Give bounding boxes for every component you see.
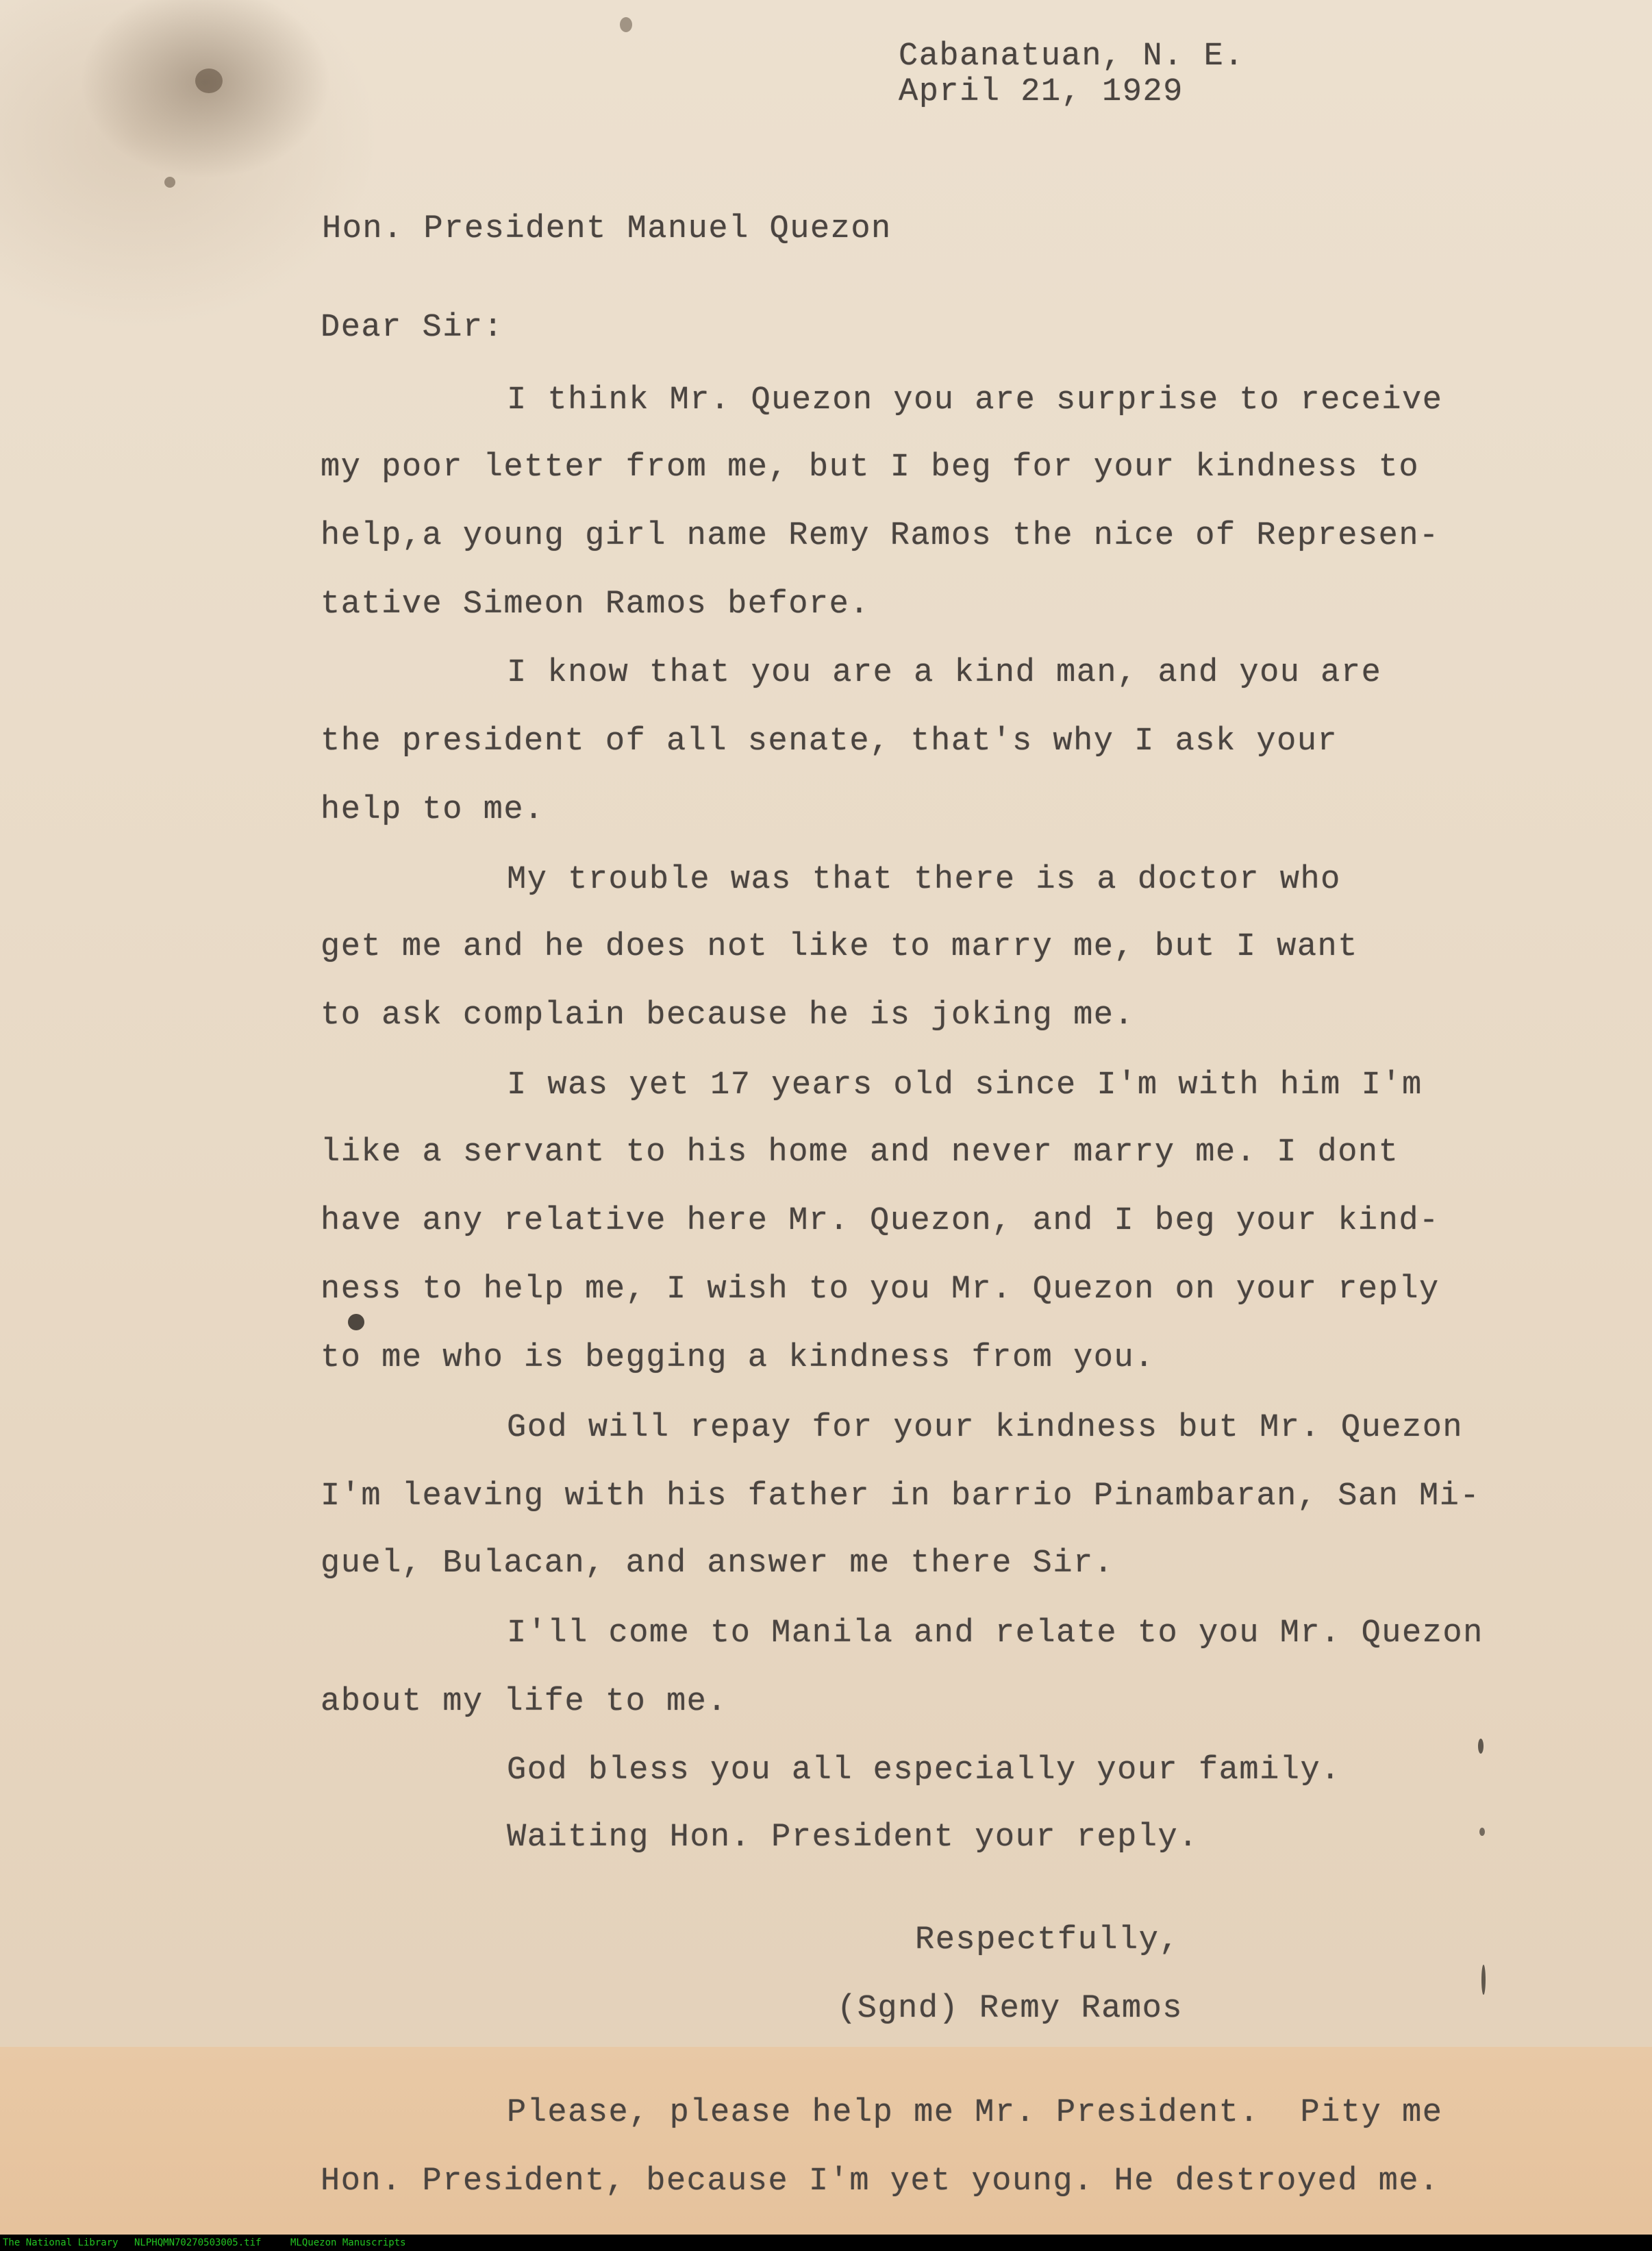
- body-line: help to me.: [321, 792, 545, 828]
- body-line: like a servant to his home and never marry me. I dont: [321, 1134, 1399, 1171]
- ink-stain: [620, 17, 632, 32]
- ink-stain: [1479, 1828, 1485, 1836]
- body-line: my poor letter from me, but I beg for your kindness to: [321, 449, 1420, 486]
- body-line: guel, Bulacan, and answer me there Sir.: [321, 1545, 1114, 1582]
- body-line: God bless you all especially your family.: [507, 1752, 1341, 1789]
- body-line: Waiting Hon. President your reply.: [507, 1819, 1199, 1856]
- body-line: help,a young girl name Remy Ramos the nice of Represen-: [321, 518, 1440, 554]
- ink-stain: [164, 177, 175, 188]
- body-line: about my life to me.: [321, 1684, 728, 1720]
- ink-stain: [195, 69, 223, 93]
- letter-salutation: Dear Sir:: [321, 310, 504, 346]
- body-line: tative Simeon Ramos before.: [321, 586, 871, 623]
- ink-stain: [348, 1314, 364, 1330]
- footer-library: The National Library: [3, 2237, 118, 2248]
- body-line: God will repay for your kindness but Mr. Quezon: [507, 1410, 1464, 1446]
- body-line: have any relative here Mr. Quezon, and I beg your kind-: [321, 1203, 1440, 1239]
- postscript-line: Please, please help me Mr. President. Pity me: [507, 2095, 1443, 2131]
- letter-date: April 21, 1929: [899, 74, 1184, 110]
- letter-signature: (Sgnd) Remy Ramos: [837, 1991, 1183, 2027]
- body-line: I think Mr. Quezon you are surprise to receive: [507, 382, 1443, 419]
- body-line: ness to help me, I wish to you Mr. Quezon on your reply: [321, 1271, 1440, 1308]
- postscript-line: Hon. President, because I'm yet young. He destroyed me.: [321, 2163, 1440, 2200]
- footer-file: NLPHQMN70270503005.tif: [134, 2237, 262, 2248]
- body-line: I know that you are a kind man, and you are: [507, 655, 1382, 691]
- lower-paper-band: [0, 2047, 1652, 2235]
- ink-stain: [1478, 1739, 1484, 1754]
- ink-stain: [1481, 1965, 1486, 1995]
- body-line: the president of all senate, that's why I ask your: [321, 723, 1338, 760]
- body-line: I'm leaving with his father in barrio Pinambaran, San Mi-: [321, 1478, 1481, 1515]
- letter-recipient: Hon. President Manuel Quezon: [322, 211, 892, 247]
- body-line: to me who is begging a kindness from you.: [321, 1340, 1155, 1376]
- body-line: I was yet 17 years old since I'm with him I'm: [507, 1067, 1423, 1104]
- body-line: to ask complain because he is joking me.: [321, 997, 1135, 1034]
- body-line: My trouble was that there is a doctor who: [507, 862, 1341, 898]
- body-line: get me and he does not like to marry me, but I want: [321, 929, 1358, 965]
- letter-place: Cabanatuan, N. E.: [899, 38, 1244, 75]
- letter-closing: Respectfully,: [915, 1922, 1180, 1958]
- body-line: I'll come to Manila and relate to you Mr. Quezon: [507, 1615, 1484, 1652]
- scan-footer: [0, 2235, 1652, 2251]
- footer-collection: MLQuezon Manuscripts: [290, 2237, 406, 2248]
